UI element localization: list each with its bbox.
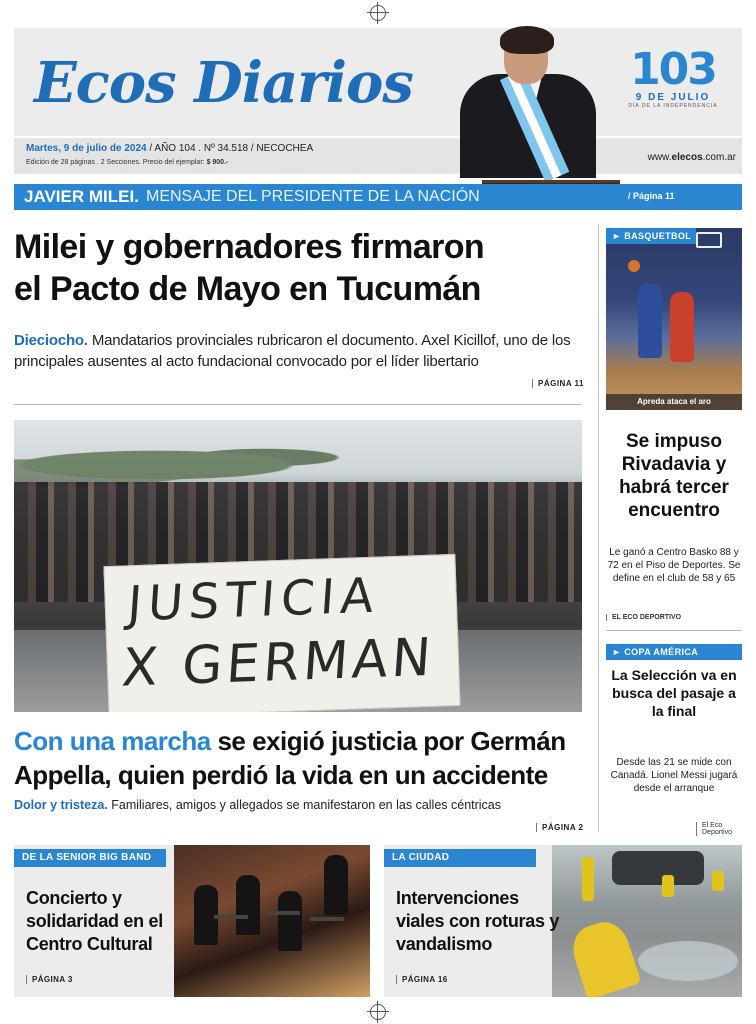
bollard (712, 871, 724, 891)
music-stand (310, 917, 344, 921)
banner-subtitle: MENSAJE DEL PRESIDENTE DE LA NACIÓN (146, 188, 480, 205)
city-box[interactable] (384, 845, 742, 997)
price: $ 900.- (206, 159, 229, 166)
sign-line-1: JUSTICIA (125, 567, 382, 633)
main-headline[interactable] (14, 226, 590, 310)
anniversary-number: 103 (630, 44, 716, 95)
protest-sign (103, 554, 460, 712)
top-banner[interactable] (14, 184, 742, 210)
main-deck-text: Mandatarios provinciales rubricaron el documento. Axel Kicillof, uno de los principales ausentes al acto fundacional convocado por el líder libertario (14, 332, 571, 370)
concert-box[interactable] (14, 845, 370, 997)
musician (324, 855, 348, 915)
copa-body: Desde las 21 se mide con Canadá. Lionel Messi jugará desde el arranque (610, 757, 738, 794)
puddle (638, 941, 738, 981)
date-weekday: Martes, (26, 143, 62, 154)
main-page-ref: PÁGINA 11 (532, 379, 584, 388)
banner-page-ref: / Página 11 (628, 191, 675, 201)
city-title: Intervenciones viales con roturas y vandalismo (396, 888, 560, 954)
second-headline-rest: se exigió justicia por Germán Appella, quien perdió la vida en un accidente (14, 726, 566, 790)
concert-title: Concierto y solidaridad en el Centro Cultural (26, 888, 163, 954)
basketball-photo-caption: Apreda ataca el aro (606, 394, 742, 410)
main-story-divider (14, 404, 582, 405)
second-page-ref: PÁGINA 2 (536, 823, 584, 832)
second-kicker: Dolor y tristeza. (14, 798, 108, 812)
fallen-bollard (567, 916, 642, 997)
newspaper-logo: Ecos Diarios (34, 50, 413, 116)
masthead (14, 28, 742, 210)
tag-basquetbol[interactable]: ► BASQUETBOL (606, 228, 696, 244)
date-text: 9 de julio de 2024 (63, 143, 147, 154)
basket-body: Le ganó a Centro Basko 88 y 72 en el Piso de Deportes. Se define en el club de 58 y 65 (607, 547, 741, 584)
issue-date-line (26, 143, 313, 154)
main-kicker: Dieciocho. (14, 332, 88, 349)
bollard (582, 857, 594, 901)
second-headline-highlight: Con una marcha (14, 726, 211, 756)
anniversary-subtitle: DÍA DE LA INDEPENDENCIA (628, 103, 718, 109)
tag-copa-america[interactable]: ► COPA AMÉRICA (606, 644, 742, 660)
tag-senior-big-band[interactable]: DE LA SENIOR BIG BAND (14, 849, 166, 867)
main-deck (14, 330, 590, 372)
music-stand (266, 911, 300, 915)
website-prefix: www. (647, 152, 672, 163)
basket-credit: EL ECO DEPORTIVO (606, 614, 742, 621)
basketball-photo (606, 228, 742, 410)
website-link[interactable] (648, 152, 736, 163)
anniversary-badge (618, 44, 728, 109)
edition-line (26, 159, 228, 166)
sign-line-2: X GERMAN (119, 627, 437, 699)
player-blue (638, 284, 662, 358)
parked-car (612, 851, 704, 885)
sidebar-divider (598, 224, 599, 832)
concert-page-ref: PÁGINA 3 (26, 975, 73, 984)
website-suffix: .com.ar (702, 152, 736, 163)
second-deck (14, 798, 590, 812)
main-headline-line-1: Milei y gobernadores firmaron (14, 228, 485, 266)
second-deck-text: Familiares, amigos y allegados se manifestaron en las calles céntricas (107, 798, 502, 812)
president-photo (460, 28, 620, 210)
website-domain: elecos (671, 152, 703, 163)
march-photo (14, 420, 582, 712)
registration-mark-top (367, 2, 389, 24)
basket-hoop (696, 232, 722, 248)
basketball (628, 260, 640, 272)
date-bar (14, 138, 742, 174)
president-hair (500, 26, 554, 54)
sidebar-divider-1 (606, 630, 742, 631)
copa-credit: El Eco Deportivo (696, 822, 742, 836)
musician (236, 875, 260, 935)
anniversary-date: 9 DE JULIO (635, 92, 711, 103)
banner-title: JAVIER MILEI. (24, 187, 139, 206)
main-headline-line-2: el Pacto de Mayo en Tucumán (14, 270, 481, 308)
bollard (662, 875, 674, 897)
player-red (670, 292, 694, 362)
music-stand (214, 915, 248, 919)
musician (278, 891, 302, 951)
tag-la-ciudad[interactable]: LA CIUDAD (384, 849, 536, 867)
big-band-photo (174, 845, 370, 997)
registration-mark-bottom (367, 1001, 389, 1023)
issue-number: / AÑO 104 . Nº 34.518 / NECOCHEA (149, 143, 314, 154)
copa-headline[interactable]: La Selección va en busca del pasaje a la final (611, 667, 737, 719)
basket-headline[interactable]: Se impuso Rivadavia y habrá tercer encuentro (619, 431, 729, 521)
street-photo (552, 845, 742, 997)
edition-text: Edición de 28 páginas . 2 Secciones. Precio del ejemplar: (26, 159, 205, 166)
second-headline[interactable] (14, 724, 590, 792)
city-page-ref: PÁGINA 16 (396, 975, 448, 984)
